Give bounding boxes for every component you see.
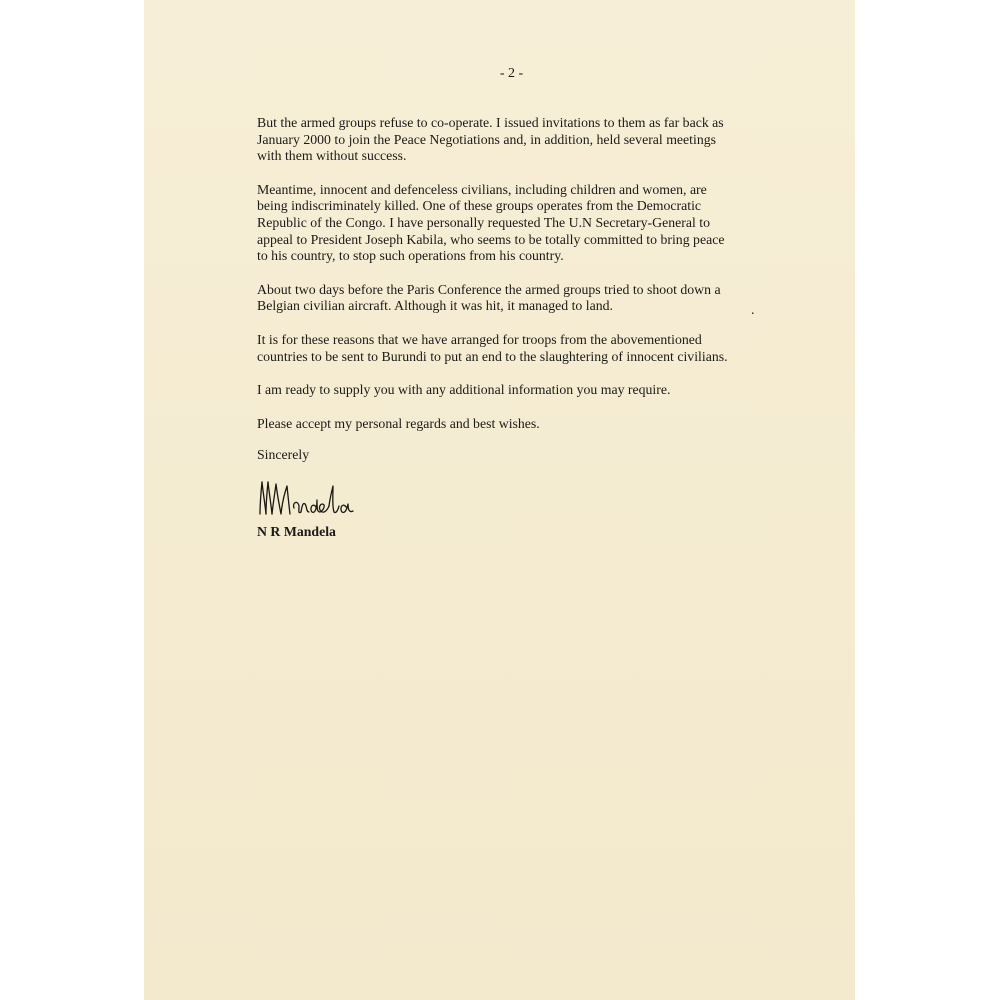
page-number: - 2 - — [499, 66, 524, 81]
signer-name: N R Mandela — [257, 524, 336, 539]
paragraph-4: It is for these reasons that we have arranged for troops from the abovementioned countries to be sent to Burundi to put an end to the slaughtering of innocent civilians. — [257, 331, 728, 364]
letter-page — [144, 0, 855, 1000]
paragraph-3: About two days before the Paris Conference the armed groups tried to shoot down a Belgian civilian aircraft. Although it was hit, it managed to land. — [257, 281, 721, 314]
paragraph-5: I am ready to supply you with any additional information you may require. — [257, 382, 671, 398]
paragraph-6: Please accept my personal regards and best wishes. — [257, 415, 540, 431]
closing-salutation: Sincerely — [257, 447, 310, 462]
letter-body — [257, 115, 757, 449]
handwritten-signature — [254, 478, 394, 524]
paragraph-2: Meantime, innocent and defenceless civilians, including children and women, are being indiscriminately killed. One of these groups operates from the Democratic Republic of the Congo. I have personally requested The U.N Secretary-General to appeal to President Joseph Kabila, who seems to be totally committed to bring peace to his country, to stop such operations from his country. — [257, 181, 725, 264]
paragraph-1: But the armed groups refuse to co-operate. I issued invitations to them as far back as January 2000 to join the Peace Negotiations and, in addition, held several meetings with them without success. — [257, 115, 724, 164]
stray-mark: . — [751, 303, 755, 318]
